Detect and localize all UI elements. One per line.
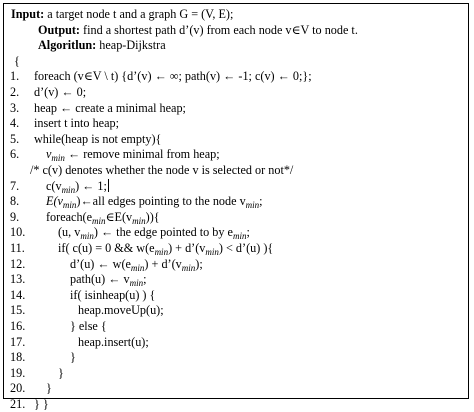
- line-number: 11.: [10, 241, 25, 255]
- line-number: 13.: [10, 272, 26, 287]
- output-text: find a shortest path d’(v) from each node v∈V to node t.: [80, 22, 358, 37]
- code-text: while(heap is not empty){: [34, 131, 162, 146]
- code-text: if( c(u) = 0 && w(e: [58, 241, 155, 255]
- code-text: (u, v: [58, 225, 81, 240]
- code-comment: /* c(v) denotes whether the node v is selected or not*/: [30, 163, 294, 177]
- code-text: } }: [34, 397, 49, 411]
- input-text: a target node t and a graph G = (V, E);: [44, 7, 234, 21]
- code-line-13: [10, 272, 146, 287]
- code-subscript: min: [130, 262, 145, 273]
- code-text: }: [58, 365, 64, 380]
- line-number: 3.: [10, 100, 20, 115]
- code-line-9: [10, 210, 160, 225]
- code-line-1: [10, 69, 312, 84]
- code-line-14: [10, 288, 155, 303]
- line-number: 15.: [10, 303, 26, 318]
- code-text: ← remove minimal from heap;: [64, 147, 220, 162]
- line-number: 9.: [10, 209, 20, 224]
- code-text: ) + d’(v: [168, 241, 206, 255]
- code-line-15: [10, 303, 164, 318]
- code-text: );: [195, 256, 203, 271]
- text-cursor: [108, 179, 109, 192]
- code-line-21: [10, 397, 49, 412]
- code-line-3: [10, 101, 186, 116]
- line-number: 14.: [10, 287, 26, 302]
- code-subscript: min: [129, 278, 144, 289]
- code-text: ) ← 1;: [75, 178, 107, 193]
- line-number: 20.: [10, 381, 26, 396]
- line-number: 1.: [10, 69, 20, 84]
- algorithm-line: [38, 38, 166, 53]
- line-number: 19.: [10, 365, 26, 380]
- code-line-16: [10, 319, 107, 334]
- code-text: if( isinheap(u) ) {: [70, 287, 156, 302]
- code-text: ;: [143, 272, 147, 287]
- code-text: ∈E(v: [105, 209, 133, 224]
- code-line-20: [10, 381, 52, 396]
- code-text: )←all edges pointing to the node v: [76, 194, 246, 209]
- code-subscript: min: [51, 153, 65, 164]
- algorithm-text: heap-Dijkstra: [96, 38, 166, 53]
- code-text: insert t into heap;: [34, 116, 119, 131]
- code-line-7: [10, 179, 109, 194]
- code-text: d’(v) ← 0;: [34, 85, 87, 99]
- line-number: 12.: [10, 256, 26, 271]
- code-subscript: min: [62, 200, 77, 211]
- code-text: }: [70, 350, 76, 365]
- code-line-17: [10, 335, 149, 350]
- code-line-2: [10, 85, 86, 100]
- code-text: ) + d’(v: [144, 256, 182, 271]
- algorithm-label: Algoritlun:: [38, 38, 97, 53]
- code-text: heap ← create a minimal heap;: [34, 100, 186, 115]
- code-line-5: [10, 132, 161, 147]
- line-number: 16.: [10, 319, 26, 333]
- code-text: heap.moveUp(u);: [78, 303, 164, 318]
- code-subscript: min: [181, 262, 196, 273]
- code-line-10: [10, 225, 250, 240]
- code-line-8: [10, 194, 263, 209]
- code-text: ;: [246, 225, 250, 240]
- code-text: } else {: [70, 319, 107, 333]
- code-subscript: min: [61, 184, 76, 195]
- code-text: d’(u) ← w(e: [70, 256, 131, 271]
- code-text: )){: [145, 209, 160, 224]
- code-subscript: min: [205, 247, 219, 257]
- code-text: E(v: [46, 194, 63, 209]
- code-text: foreach (v∈V \ t) {d’(v) ← ∞; path(v) ← -1; c(v) ← 0;};: [34, 69, 312, 84]
- code-subscript: min: [80, 231, 94, 242]
- code-text: ;: [259, 194, 263, 209]
- code-subscript: min: [232, 231, 247, 242]
- line-number: 18.: [10, 350, 26, 365]
- code-line-6: [10, 147, 220, 162]
- code-text: foreach(e: [46, 209, 93, 224]
- code-text: path(u) ← v: [70, 272, 130, 287]
- open-brace: {: [14, 53, 20, 68]
- code-line-4: [10, 116, 119, 131]
- code-subscript: min: [132, 215, 146, 226]
- line-number: 17.: [10, 334, 26, 349]
- code-text: heap.insert(u);: [78, 334, 149, 349]
- line-number: 2.: [10, 85, 20, 99]
- line-number: 8.: [10, 194, 20, 209]
- code-text: }: [46, 381, 52, 396]
- code-line-19: [10, 366, 64, 381]
- code-comment-line: [10, 163, 293, 178]
- output-line: [38, 23, 358, 38]
- output-label: Output:: [38, 22, 80, 37]
- input-line: [11, 7, 233, 22]
- line-number: 6.: [10, 147, 20, 162]
- code-text: ) < d’(u) ){: [218, 241, 274, 255]
- code-text: ) ← the edge pointed to by e: [93, 225, 233, 240]
- code-text: v: [46, 147, 52, 162]
- line-number: 4.: [10, 116, 20, 131]
- code-subscript: min: [92, 215, 106, 226]
- input-label: Input:: [11, 7, 45, 21]
- line-number: 7.: [10, 178, 20, 193]
- line-number: 21.: [10, 397, 26, 411]
- code-line-18: [10, 350, 76, 365]
- line-number: 5.: [10, 131, 20, 146]
- code-text: c(v: [46, 178, 62, 193]
- code-subscript: min: [154, 247, 169, 257]
- code-line-11: [10, 241, 273, 256]
- code-line-12: [10, 257, 203, 272]
- line-number: 10.: [10, 225, 26, 240]
- code-subscript: min: [245, 200, 260, 211]
- algorithm-box: [3, 3, 469, 411]
